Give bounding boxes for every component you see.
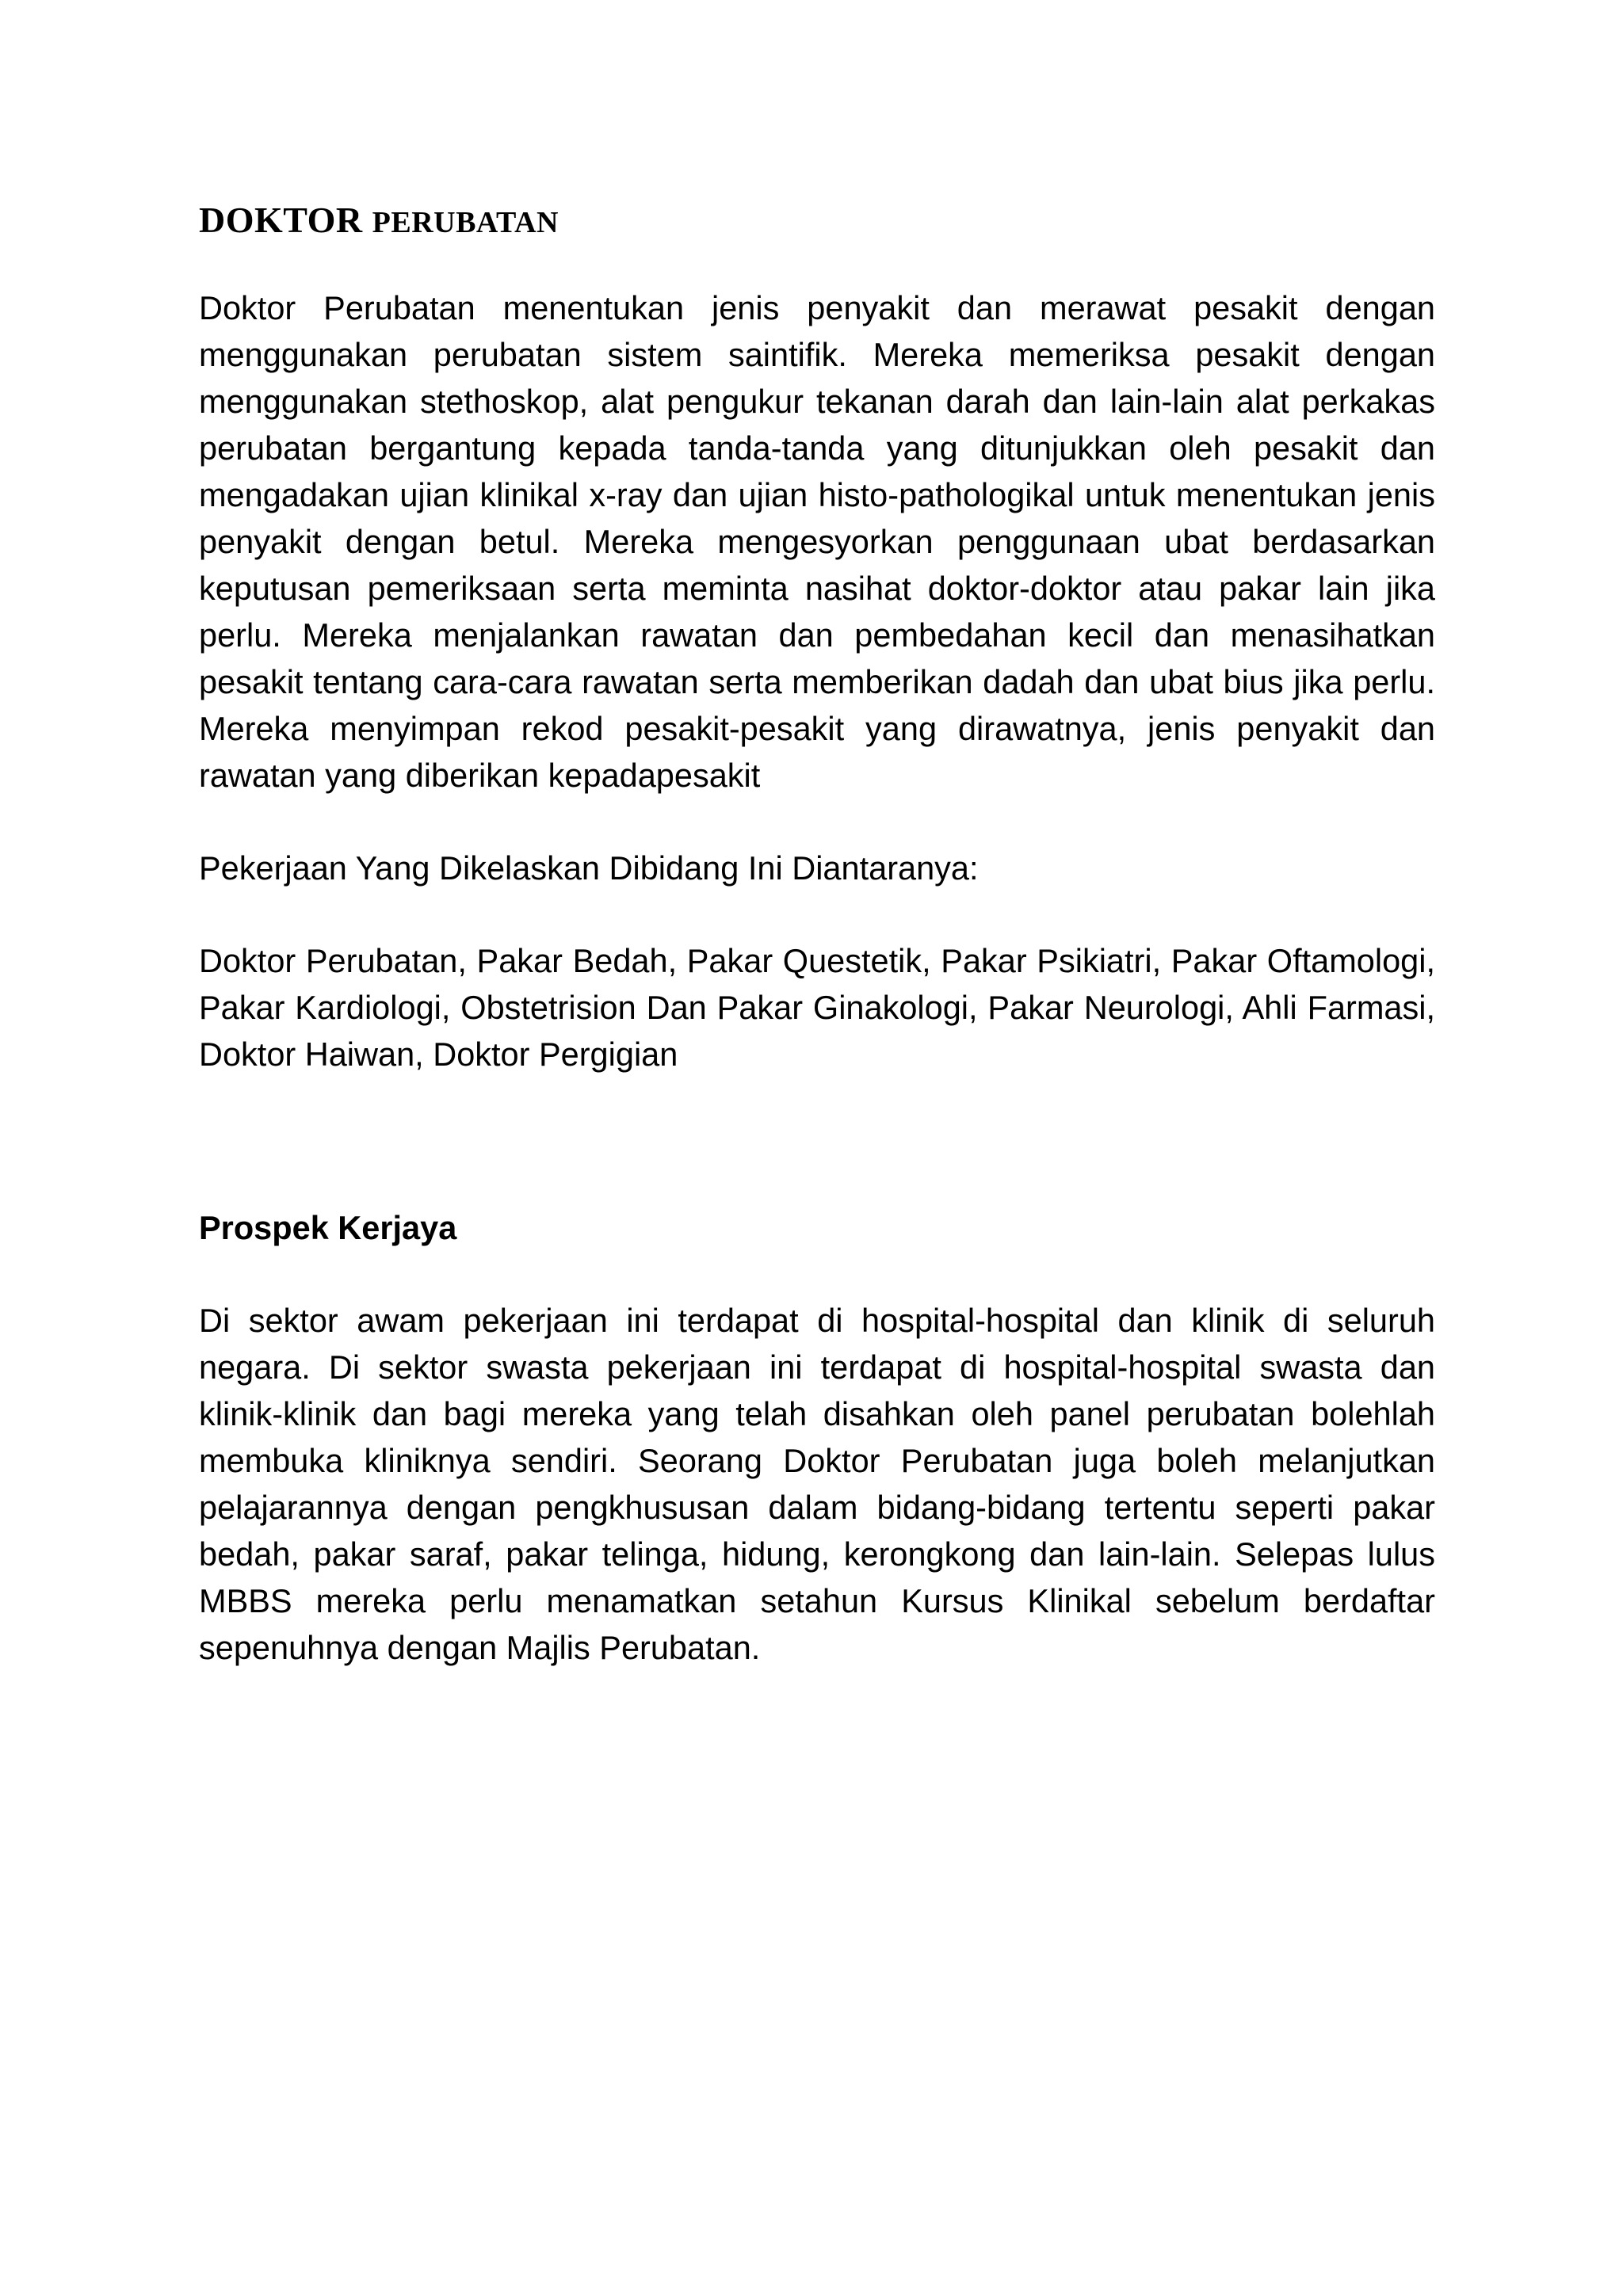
spacer <box>199 799 1435 845</box>
document-page <box>199 196 1435 1671</box>
spacer <box>199 1077 1435 1204</box>
title-main-word: DOKTOR <box>199 200 363 240</box>
jobs-list-paragraph: Doktor Perubatan, Pakar Bedah, Pakar Questetik, Pakar Psikiatri, Pakar Oftamologi, Pakar Kardiologi, Obstetrision Dan Pakar Ginakologi, Pakar Neurologi, Ahli Farmasi, Doktor Haiwan, Doktor Pergigian <box>199 942 1435 1073</box>
spacer <box>199 891 1435 937</box>
prospects-paragraph: Di sektor awam pekerjaan ini terdapat di hospital-hospital dan klinik di seluruh negara. Di sektor swasta pekerjaan ini terdapat di hospital-hospital swasta dan klinik-klinik dan bagi mereka yang telah disahkan oleh panel perubatan bolehlah membuka kliniknya sendiri. Seorang Doktor Perubatan juga boleh melanjutkan pelajarannya dengan pengkhususan dalam bidang-bidang tertentu seperti pakar bedah, pakar saraf, pakar telinga, hidung, kerongkong dan lain-lain. Selepas lulus MBBS mereka perlu menamatkan setahun Kursus Klinikal sebelum berdaftar sepenuhnya dengan Majlis Perubatan. <box>199 1302 1435 1666</box>
prospects-heading: Prospek Kerjaya <box>199 1209 457 1246</box>
document-title <box>199 196 1435 246</box>
intro-paragraph: Doktor Perubatan menentukan jenis penyakit dan merawat pesakit dengan menggunakan perubatan sistem saintifik. Mereka memeriksa pesakit dengan menggunakan stethoskop, alat pengukur tekanan darah dan lain-lain alat perkakas perubatan bergantung kepada tanda-tanda yang ditunjukkan oleh pesakit dan mengadakan ujian klinikal x-ray dan ujian histo-pathologikal untuk menentukan jenis penyakit dengan betul. Mereka mengesyorkan penggunaan ubat berdasarkan keputusan pemeriksaan serta meminta nasihat doktor-doktor atau pakar lain jika perlu. Mereka menjalankan rawatan dan pembedahan kecil dan menasihatkan pesakit tentang cara-cara rawatan serta memberikan dadah dan ubat bius jika perlu. Mereka menyimpan rekod pesakit-pesakit yang dirawatnya, jenis penyakit dan rawatan yang diberikan kepadapesakit <box>199 289 1435 794</box>
spacer <box>199 1251 1435 1297</box>
title-rest-word: PERUBATAN <box>372 206 559 239</box>
jobs-heading: Pekerjaan Yang Dikelaskan Dibidang Ini Diantaranya: <box>199 849 979 887</box>
